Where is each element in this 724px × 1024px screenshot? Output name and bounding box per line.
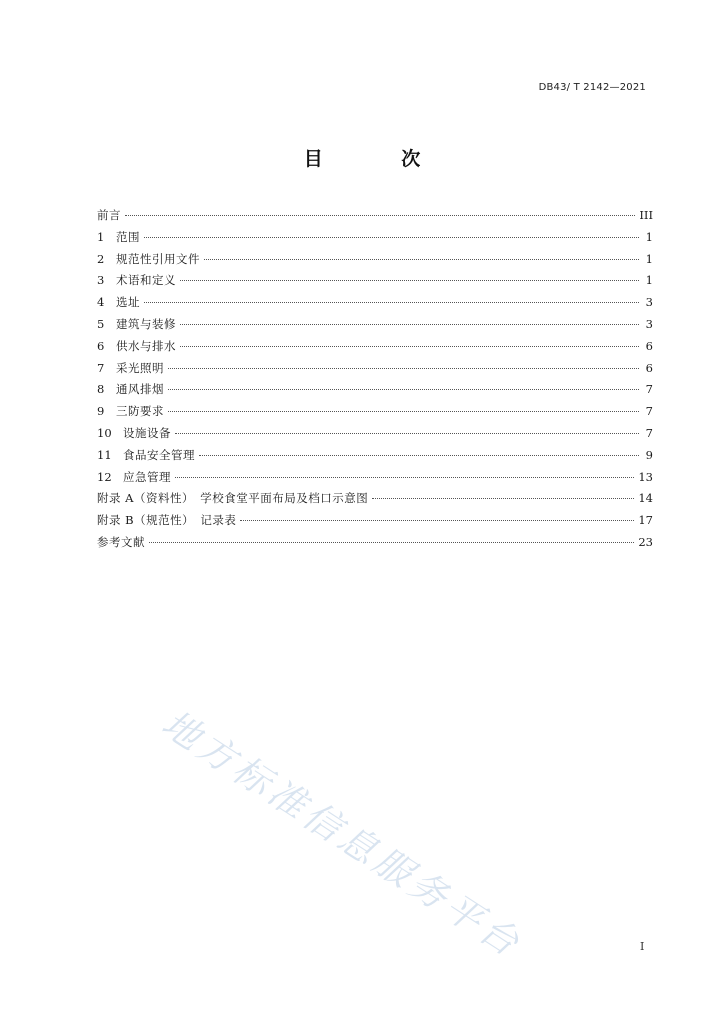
toc-row[interactable] xyxy=(97,314,653,336)
toc-number: 3 xyxy=(97,273,105,288)
toc-page-number: 17 xyxy=(638,513,653,528)
toc-leader-dots xyxy=(168,368,639,369)
toc-label: 前言 xyxy=(97,208,121,222)
toc-leader-dots xyxy=(144,302,639,303)
toc-label: 应急管理 xyxy=(123,469,171,484)
toc-page-number: 7 xyxy=(645,382,653,397)
toc-row[interactable] xyxy=(97,532,653,554)
toc-leader-dots xyxy=(204,259,639,260)
toc-page-number: 7 xyxy=(645,404,653,419)
toc-leader-dots xyxy=(372,498,634,499)
toc-leader-dots xyxy=(168,389,639,390)
toc-row[interactable] xyxy=(97,227,653,249)
toc-row[interactable] xyxy=(97,445,653,467)
toc-row[interactable] xyxy=(97,510,653,532)
toc-leader-dots xyxy=(125,215,635,216)
toc-leader-dots xyxy=(240,520,634,521)
toc-number: 2 xyxy=(97,251,105,266)
toc-row[interactable] xyxy=(97,336,653,358)
toc-page-number: 1 xyxy=(645,273,653,288)
standard-code: DB43/ T 2142—2021 xyxy=(538,82,646,93)
toc-number: 12 xyxy=(97,469,112,484)
toc-leader-dots xyxy=(144,237,639,238)
toc-row[interactable] xyxy=(97,379,653,401)
toc-number: 6 xyxy=(97,338,105,353)
toc-number: 4 xyxy=(97,295,105,310)
toc-leader-dots xyxy=(199,455,639,456)
toc-page-number: III xyxy=(639,208,653,222)
toc-page-number: 1 xyxy=(645,251,653,266)
toc-page-number: 23 xyxy=(638,534,653,549)
toc-leader-dots xyxy=(180,280,639,281)
toc-leader-dots xyxy=(175,477,634,478)
toc-number: 5 xyxy=(97,316,105,331)
toc-label: 术语和定义 xyxy=(116,273,176,288)
toc-label: 范围 xyxy=(116,229,140,244)
toc-row[interactable] xyxy=(97,292,653,314)
toc-label: 选址 xyxy=(116,295,140,310)
toc-page-number: 3 xyxy=(645,295,653,310)
toc-row[interactable] xyxy=(97,467,653,489)
toc-label: 建筑与装修 xyxy=(116,316,176,331)
toc-page-number: 3 xyxy=(645,316,653,331)
toc-row[interactable] xyxy=(97,488,653,510)
toc-leader-dots xyxy=(175,433,639,434)
toc-row[interactable] xyxy=(97,423,653,445)
toc-leader-dots xyxy=(149,542,634,543)
toc-page-number: 14 xyxy=(638,491,653,506)
page-number: I xyxy=(640,940,645,953)
toc-label: 参考文献 xyxy=(97,534,145,549)
toc-label: 附录 A（资料性） 学校食堂平面布局及档口示意图 xyxy=(97,491,369,506)
page-title: 目 次 xyxy=(303,148,457,170)
toc-page-number: 6 xyxy=(645,338,653,353)
toc-page-number: 1 xyxy=(645,229,653,244)
toc-label: 设施设备 xyxy=(123,425,171,440)
toc-label: 采光照明 xyxy=(116,360,164,375)
toc-number: 8 xyxy=(97,382,105,397)
toc-leader-dots xyxy=(168,411,639,412)
toc-label: 通风排烟 xyxy=(116,382,164,397)
toc-page-number: 13 xyxy=(638,469,653,484)
toc-label: 供水与排水 xyxy=(116,338,176,353)
toc-page-number: 9 xyxy=(645,447,653,462)
watermark: 地方标准信息服务平台 xyxy=(154,701,531,967)
toc-row[interactable] xyxy=(97,401,653,423)
toc-label: 附录 B（规范性） 记录表 xyxy=(97,513,237,528)
toc-row[interactable] xyxy=(97,270,653,292)
toc-leader-dots xyxy=(180,346,639,347)
toc-label: 食品安全管理 xyxy=(123,447,195,462)
toc-number: 7 xyxy=(97,360,105,375)
table-of-contents xyxy=(97,205,653,554)
toc-number: 11 xyxy=(97,447,112,462)
toc-number: 1 xyxy=(97,229,105,244)
toc-label: 三防要求 xyxy=(116,404,164,419)
toc-number: 10 xyxy=(97,425,112,440)
toc-row[interactable] xyxy=(97,249,653,271)
toc-leader-dots xyxy=(180,324,639,325)
toc-row[interactable] xyxy=(97,358,653,380)
toc-page-number: 6 xyxy=(645,360,653,375)
toc-number: 9 xyxy=(97,404,105,419)
toc-page-number: 7 xyxy=(645,425,653,440)
toc-row[interactable] xyxy=(97,205,653,227)
toc-label: 规范性引用文件 xyxy=(116,251,200,266)
